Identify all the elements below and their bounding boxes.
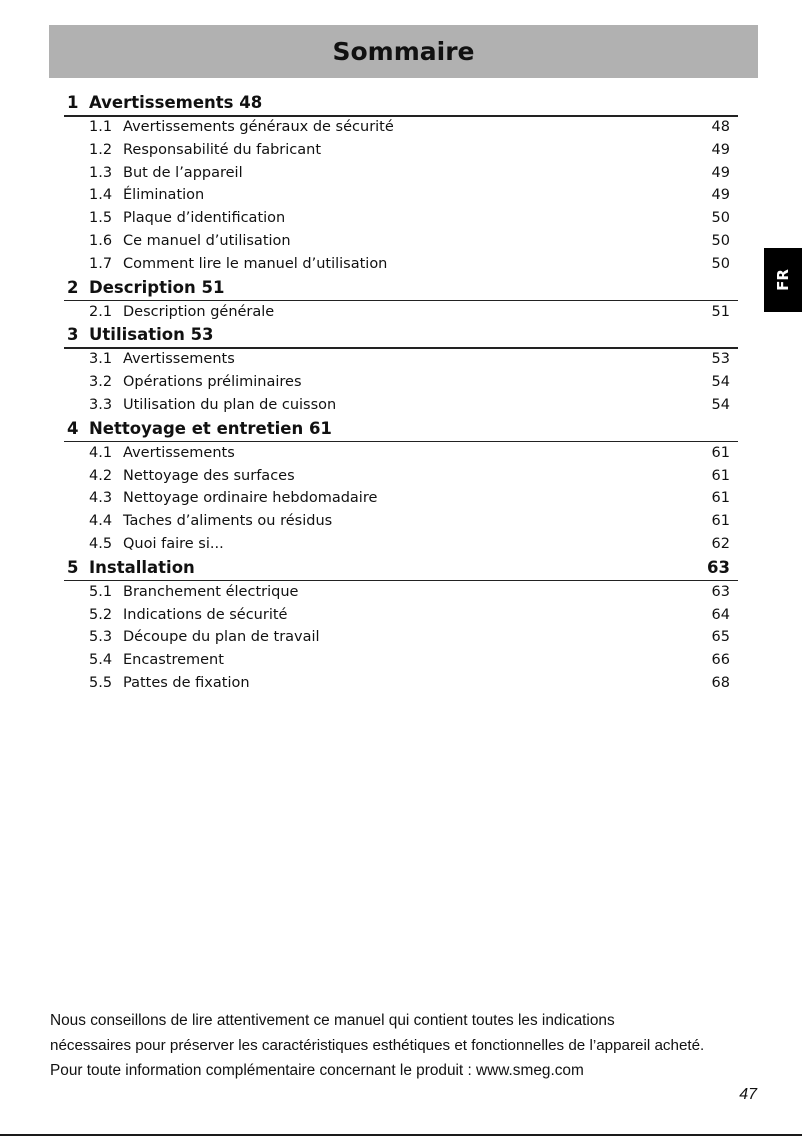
item-number: 1.3 <box>89 164 113 181</box>
toc-item[interactable] <box>0 442 802 465</box>
toc-item[interactable] <box>0 487 802 510</box>
item-title: Nettoyage ordinaire hebdomadaire <box>123 490 378 507</box>
toc-item[interactable] <box>0 672 802 695</box>
item-page: 53 <box>711 351 730 368</box>
item-number: 5.2 <box>89 606 113 623</box>
toc-chapter[interactable] <box>0 276 802 301</box>
item-number: 1.1 <box>89 119 113 135</box>
chapter-number: 1 <box>67 93 79 112</box>
item-page: 65 <box>711 629 730 646</box>
chapter-title: Description 51 <box>89 277 225 297</box>
toc-item[interactable] <box>0 230 802 253</box>
item-title: Taches d’aliments ou résidus <box>123 513 333 530</box>
toc-item[interactable] <box>0 301 802 324</box>
item-page: 61 <box>711 467 730 484</box>
item-title: Ce manuel d’utilisation <box>123 232 291 249</box>
item-title: Opérations préliminaires <box>123 374 302 391</box>
chapter-number: 2 <box>67 277 79 297</box>
chapter-title: Avertissements 48 <box>89 93 263 112</box>
toc-item[interactable] <box>0 604 802 627</box>
toc-item[interactable] <box>0 626 802 649</box>
toc-chapter[interactable] <box>0 556 802 581</box>
item-title: Utilisation du plan de cuisson <box>123 396 337 413</box>
item-number: 5.1 <box>89 583 113 600</box>
toc-item[interactable] <box>0 394 802 417</box>
item-number: 4.3 <box>89 490 113 507</box>
item-title: Indications de sécurité <box>123 606 288 623</box>
footer-line-2: nécessaires pour préserver les caractéristiques esthétiques et fonctionnelles de l’appareil acheté. <box>50 1037 705 1054</box>
chapter-number: 3 <box>67 325 79 345</box>
item-number: 4.4 <box>89 513 113 530</box>
item-title: Avertissements <box>123 444 235 461</box>
toc-item[interactable] <box>0 533 802 556</box>
page-title: Sommaire <box>332 37 475 66</box>
toc-item[interactable] <box>0 348 802 371</box>
item-page: 50 <box>711 210 730 227</box>
item-page: 50 <box>711 232 730 249</box>
toc-item[interactable] <box>0 207 802 230</box>
item-number: 3.2 <box>89 374 113 391</box>
chapter-number: 5 <box>67 557 79 577</box>
toc-item[interactable] <box>0 253 802 276</box>
table-of-contents <box>0 91 802 695</box>
item-title: Élimination <box>123 187 205 204</box>
item-page: 49 <box>711 141 730 158</box>
toc-chapter[interactable] <box>0 91 802 116</box>
item-page: 68 <box>711 674 730 691</box>
item-number: 5.3 <box>89 629 113 646</box>
toc-item[interactable] <box>0 510 802 533</box>
item-page: 54 <box>711 374 730 391</box>
toc-item[interactable] <box>0 371 802 394</box>
item-number: 4.5 <box>89 535 113 552</box>
item-number: 4.1 <box>89 444 113 461</box>
chapter-title: Installation <box>89 557 195 577</box>
item-number: 5.4 <box>89 652 113 669</box>
item-number: 1.2 <box>89 141 113 158</box>
item-page: 66 <box>711 652 730 669</box>
language-tab-label: FR <box>773 269 792 291</box>
item-title: Nettoyage des surfaces <box>123 467 295 484</box>
item-title: Quoi faire si... <box>123 535 224 552</box>
chapter-number: 4 <box>67 418 79 438</box>
toc-item[interactable] <box>0 162 802 185</box>
item-number: 1.6 <box>89 232 113 249</box>
toc-item[interactable] <box>0 116 802 139</box>
item-page: 61 <box>711 444 730 461</box>
item-page: 64 <box>711 606 730 623</box>
item-title: Avertissements généraux de sécurité <box>123 119 394 135</box>
chapter-title: Utilisation 53 <box>89 325 214 345</box>
item-title: Description générale <box>123 303 275 320</box>
item-page: 49 <box>711 164 730 181</box>
item-page: 50 <box>711 255 730 272</box>
item-number: 2.1 <box>89 303 113 320</box>
item-number: 3.3 <box>89 396 113 413</box>
toc-item[interactable] <box>0 139 802 162</box>
item-number: 1.4 <box>89 187 113 204</box>
toc-chapter[interactable] <box>0 323 802 348</box>
item-title: Découpe du plan de travail <box>123 629 320 646</box>
item-number: 5.5 <box>89 674 113 691</box>
item-title: Encastrement <box>123 652 224 669</box>
header-band <box>49 25 758 78</box>
item-title: Avertissements <box>123 351 235 368</box>
toc-chapter[interactable] <box>0 417 802 442</box>
item-title: Plaque d’identification <box>123 210 286 227</box>
page-number: 47 <box>739 1086 757 1103</box>
item-page: 61 <box>711 490 730 507</box>
footer-line-3: Pour toute information complémentaire concernant le produit : www.smeg.com <box>50 1062 584 1079</box>
footer-notice <box>50 1008 770 1083</box>
item-title: Pattes de fixation <box>123 674 250 691</box>
item-number: 1.7 <box>89 255 113 272</box>
item-page: 51 <box>711 303 730 320</box>
item-title: Responsabilité du fabricant <box>123 141 322 158</box>
item-title: Comment lire le manuel d’utilisation <box>123 255 388 272</box>
toc-item[interactable] <box>0 184 802 207</box>
toc-item[interactable] <box>0 465 802 488</box>
item-number: 3.1 <box>89 351 113 368</box>
footer-line-1: Nous conseillons de lire attentivement ce manuel qui contient toutes les indications <box>50 1012 615 1029</box>
chapter-title: Nettoyage et entretien 61 <box>89 418 332 438</box>
item-number: 1.5 <box>89 210 113 227</box>
item-title: But de l’appareil <box>123 164 243 181</box>
toc-item[interactable] <box>0 649 802 672</box>
item-page: 49 <box>711 187 730 204</box>
item-page: 48 <box>711 119 730 135</box>
item-page: 63 <box>711 583 730 600</box>
toc-item[interactable] <box>0 581 802 604</box>
item-page: 54 <box>711 396 730 413</box>
item-number: 4.2 <box>89 467 113 484</box>
chapter-page: 63 <box>707 557 730 577</box>
item-page: 62 <box>711 535 730 552</box>
item-title: Branchement électrique <box>123 583 299 600</box>
item-page: 61 <box>711 513 730 530</box>
